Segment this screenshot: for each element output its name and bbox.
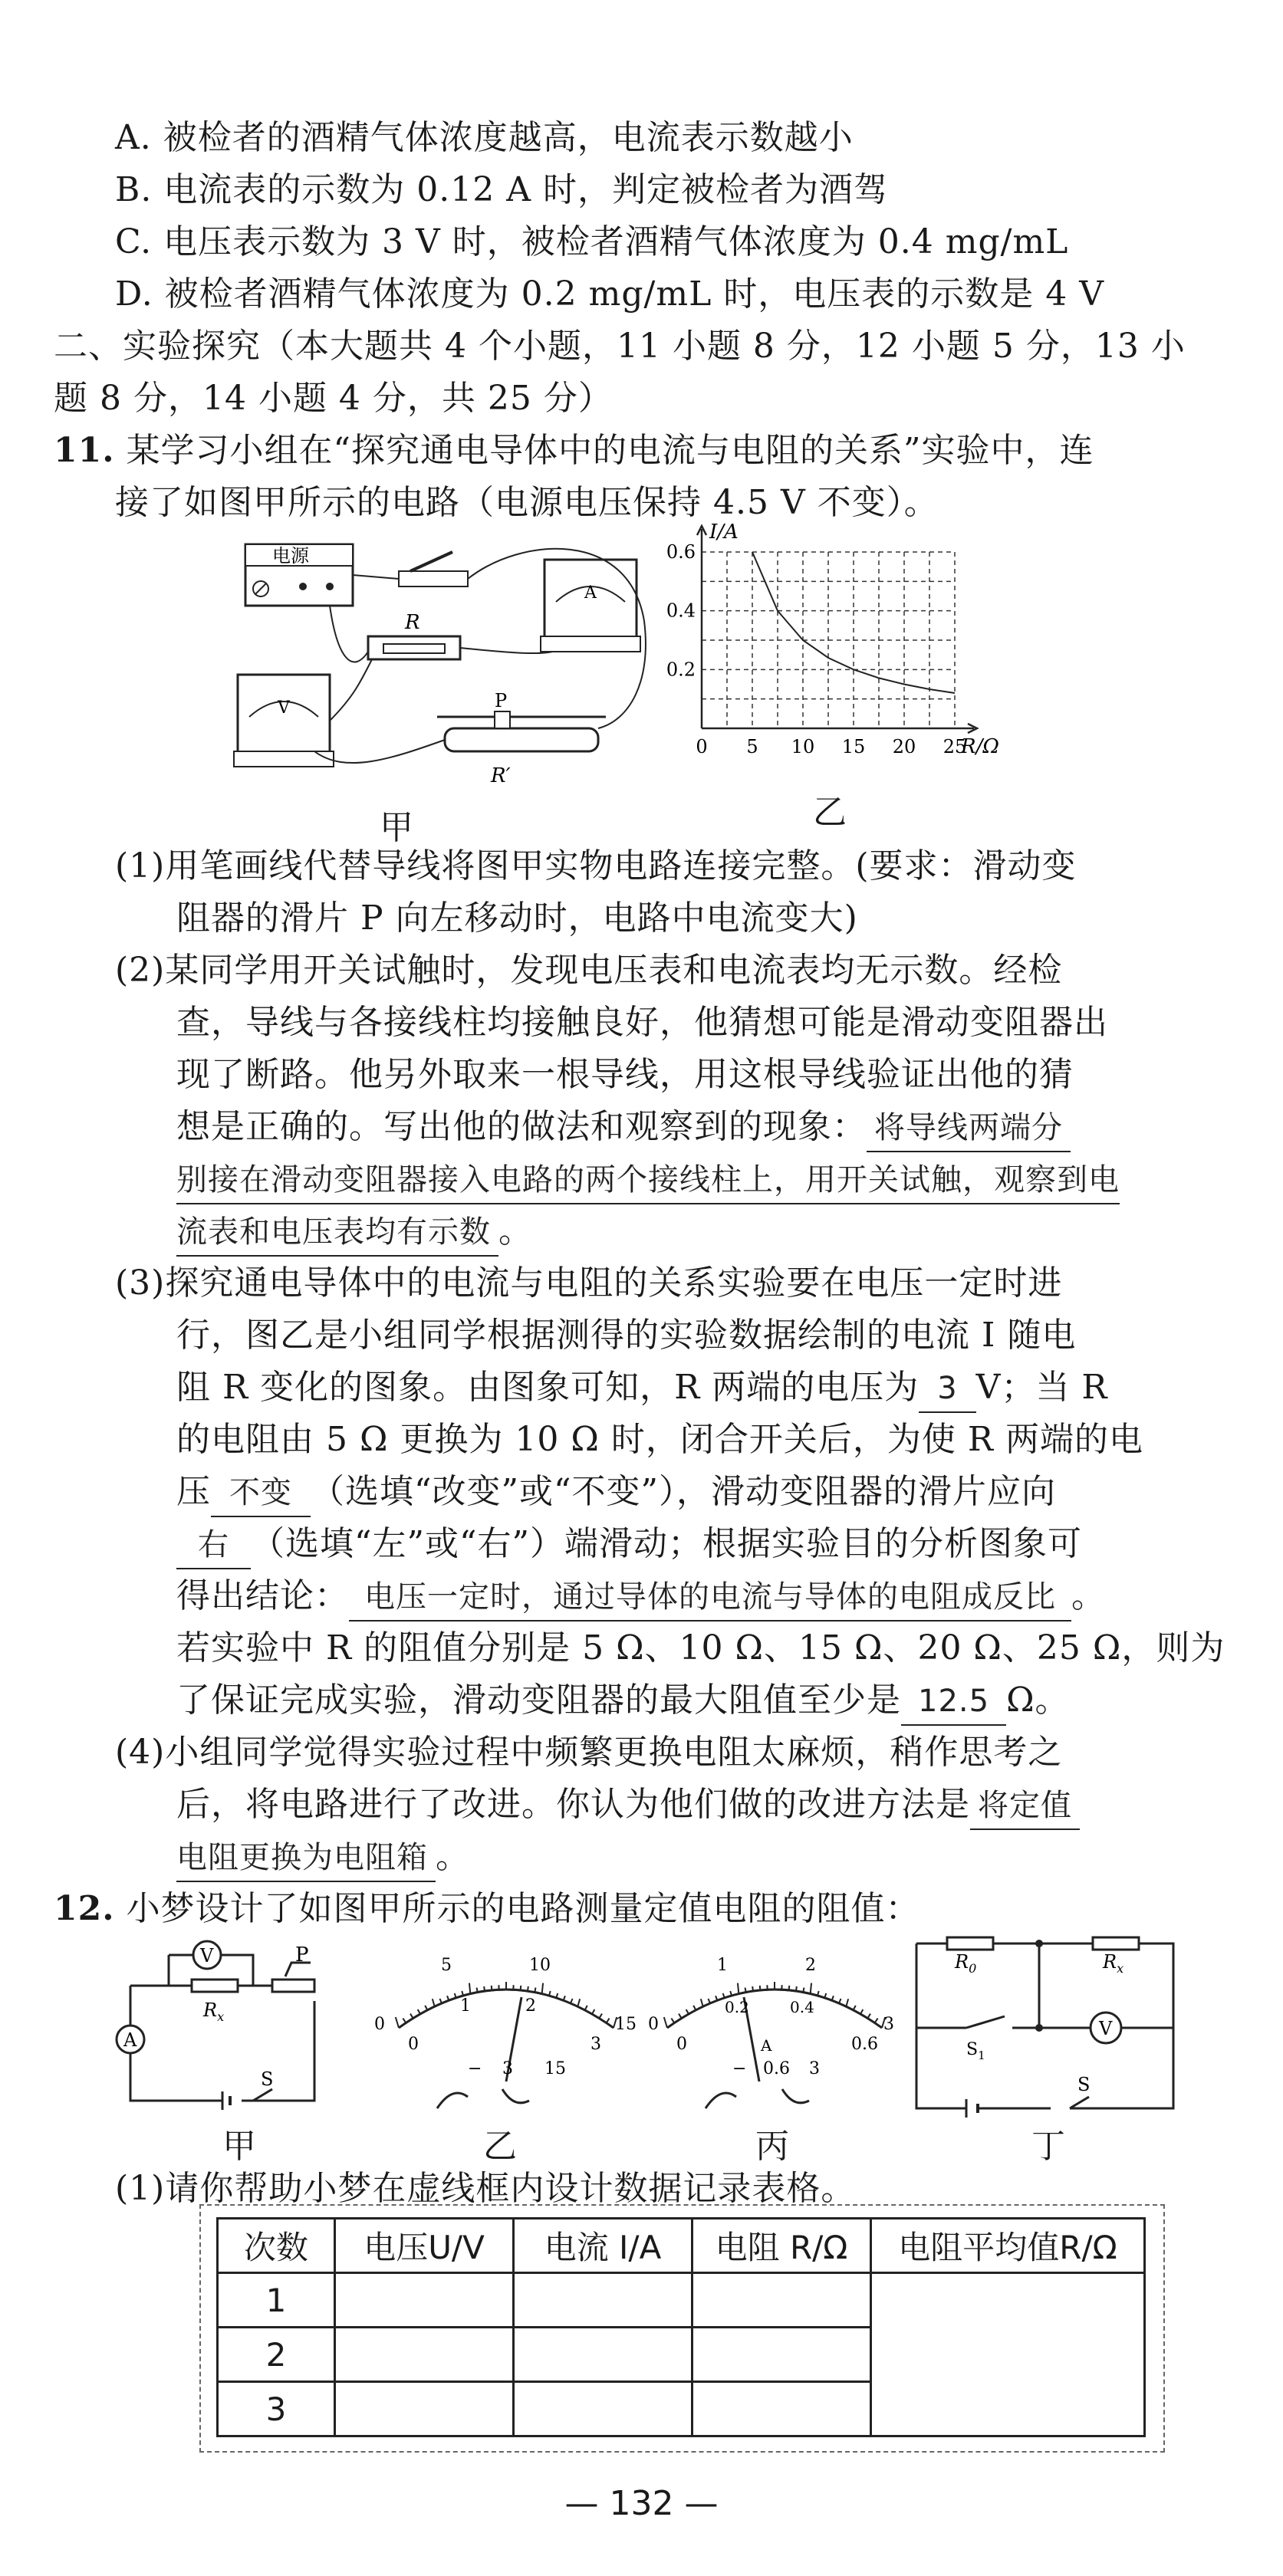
q11-yi-caption: 乙	[813, 793, 847, 832]
r-label: R	[405, 611, 420, 634]
option-a: A. 被检者的酒精气体浓度越高，电流表示数越小	[115, 118, 854, 157]
q11-p2-line2: 查，导线与各接线柱均接触良好，他猜想可能是滑动变阻器出	[176, 1003, 1108, 1042]
dial2-bottom-1: 0.2	[725, 1998, 749, 2016]
dial-tick	[803, 1988, 804, 1993]
q11-p3-line3-tail: V；当 R	[975, 1368, 1108, 1407]
q11-p3-line6-tail: （选填“左”或“右”）端滑动；根据实验目的分析图象可	[251, 1524, 1082, 1563]
table-header: 次数	[218, 2219, 335, 2273]
q11-stem-1	[54, 428, 1094, 474]
dial-tick	[585, 2006, 587, 2010]
dial-tick	[789, 1986, 790, 1990]
q11-p3-line4: 的电阻由 5 Ω 更换为 10 Ω 时，闭合开关后，为使 R 两端的电	[176, 1420, 1143, 1459]
table-cell	[335, 2382, 514, 2436]
q11-p2-line5	[176, 1156, 1120, 1204]
dial-tick	[752, 1986, 753, 1991]
dial-tick	[738, 1983, 739, 1994]
voltmeter-icon	[234, 675, 334, 767]
q11-p3-answer-voltage: 3	[919, 1365, 975, 1413]
data-table	[216, 2217, 1146, 2437]
dial1-bottom-3: 3	[591, 2035, 601, 2054]
q11-p2-line3: 现了断路。他另外取来一根导线，用这根导线验证出他的猜	[176, 1055, 1074, 1094]
dial-ticks	[396, 1982, 617, 2028]
dial-tick	[484, 1986, 485, 1991]
dial-tick	[410, 2014, 413, 2019]
chart-xlabel: R/Ω	[961, 735, 999, 758]
q11-p4-line2-text: 后，将电路进行了改进。你认为他们做的改进方法是	[176, 1785, 970, 1824]
dial1-bottom-2: 2	[525, 1996, 536, 2016]
dial1-top-0: 5	[441, 1956, 452, 1975]
dial2-mark: A	[761, 2036, 772, 2055]
chart-grid	[702, 552, 955, 728]
q11-stem-2: 接了如图甲所示的电路（电源电压保持 4.5 V 不变）。	[115, 483, 939, 522]
dial-tick	[832, 1996, 834, 2000]
q12-fig-ding	[905, 1913, 1189, 2120]
table-header: 电阻平均值R/Ω	[871, 2219, 1145, 2273]
dial1-top-1: 10	[529, 1956, 551, 1975]
rheostat-symbol-icon	[272, 1980, 314, 1992]
q11-p3-answer-direction: 右	[176, 1522, 251, 1569]
q11-p3-line9	[176, 1677, 1070, 1726]
q12-ding-r0: $R_0$	[955, 1951, 977, 1976]
dial-tick	[716, 1996, 717, 2000]
chart-x-tick-label: 10	[791, 736, 815, 757]
chart-x-tick-label: 0	[696, 736, 708, 757]
dial1-term-3: 3	[502, 2059, 513, 2078]
dial-tick	[708, 1999, 710, 2003]
q12-ding-s: S	[1077, 2074, 1091, 2095]
q12-ding-rx: $R_x$	[1103, 1951, 1124, 1976]
dial-tick	[433, 1999, 435, 2006]
q12-jia-caption: 甲	[222, 2127, 257, 2166]
q11-p3-line9-head: 了保证完成实验，滑动变阻器的最大阻值至少是	[176, 1681, 901, 1720]
chart-y-tick-label: 0.6	[666, 541, 696, 563]
q11-number: 11.	[54, 431, 115, 470]
voltmeter-label: V	[278, 698, 290, 718]
dial-tick	[607, 2019, 610, 2023]
q12-ding-caption: 丁	[1031, 2127, 1066, 2166]
q11-p2-line4-text: 想是正确的。写出他的做法和观察到的现象：	[176, 1107, 867, 1146]
section-heading	[54, 324, 1186, 370]
table-header: 电压U/V	[335, 2219, 514, 2273]
q11-p3-line6	[176, 1521, 1082, 1569]
dial2-bottom-3: 0.6	[851, 2035, 878, 2054]
ammeter-label: A	[584, 583, 597, 603]
dial-tick	[875, 2019, 878, 2023]
table-cell	[514, 2273, 692, 2328]
q12-number: 12.	[54, 1889, 115, 1928]
dial1-bottom-0: 0	[408, 2035, 419, 2054]
table-cell: 1	[218, 2273, 335, 2328]
dial-tick	[439, 1999, 442, 2003]
q11-p3-line9-tail: Ω。	[1006, 1681, 1070, 1720]
r0-resistor-icon	[947, 1937, 993, 1950]
dial2-top-0: 1	[717, 1956, 728, 1975]
q12-fig-jia	[107, 1940, 368, 2116]
dial-tick	[577, 1999, 580, 2006]
table-cell	[514, 2328, 692, 2382]
dial-tick	[860, 2009, 863, 2014]
section-line1: 二、实验探究（本大题共 4 个小题，11 小题 8 分，12 小题 5 分，13 小	[54, 327, 1186, 366]
section-heading-2: 题 8 分，14 小题 4 分，共 25 分）	[54, 379, 613, 418]
q11-p2-answer-2: 别接在滑动变阻器接入电路的两个接线柱上，用开关试触，观察到电	[176, 1157, 1120, 1204]
dial-tick	[745, 1988, 746, 1993]
q11-stem-text: 某学习小组在“探究通电导体中的电流与电阻的关系”实验中，连	[126, 431, 1094, 470]
dial-tick	[477, 1988, 478, 1993]
ammeter-icon	[541, 560, 640, 652]
answer-box	[199, 2204, 1165, 2453]
option-b: B. 电流表的示数为 0.12 A 时，判定被检者为酒驾	[115, 170, 889, 209]
q11-p3-line7-head: 得出结论：	[176, 1576, 349, 1615]
q11-fig-jia	[230, 529, 660, 805]
table-row	[218, 2273, 1145, 2328]
dial-tick	[564, 1996, 565, 2000]
table-header: 电流 I/A	[514, 2219, 692, 2273]
dial-tick	[701, 1999, 703, 2006]
dial-tick	[542, 1983, 543, 1994]
q11-jia-caption: 甲	[380, 808, 414, 847]
dial-tick	[839, 1999, 841, 2003]
dial1-term-neg: −	[468, 2059, 482, 2078]
resistor-icon	[368, 636, 460, 659]
table-cell	[514, 2382, 692, 2436]
option-d: D. 被检者酒精气体浓度为 0.2 mg/mL 时，电压表的示数是 4 V	[115, 274, 1105, 314]
q11-p3-line3-text: 阻 R 变化的图象。由图象可知，R 两端的电压为	[176, 1368, 919, 1407]
dial1-bottom-1: 1	[460, 1996, 471, 2016]
dial-tick	[418, 2009, 420, 2014]
q11-p2-line4	[176, 1104, 1071, 1152]
q11-p3-answer-conclusion: 电压一定时，通过导体的电流与导体的电阻成反比	[349, 1574, 1071, 1622]
dial-tick	[854, 2006, 856, 2010]
chart-x-tick-label: 5	[746, 736, 758, 757]
switch-icon	[399, 552, 468, 586]
dial-tick	[592, 2009, 594, 2014]
q11-p4-answer-2: 电阻更换为电阻箱	[176, 1835, 436, 1882]
dial2-term-06: 0.6	[763, 2059, 790, 2078]
rheostat-label: R′	[491, 764, 511, 787]
q12-stem	[54, 1886, 920, 1932]
slider-p-label: P	[495, 690, 508, 711]
dial-tick	[425, 2006, 427, 2010]
table-header: 电阻 R/Ω	[692, 2219, 871, 2273]
dial1-top-end-0: 0	[374, 2015, 385, 2034]
table-cell	[335, 2273, 514, 2328]
dial1-top-end-1: 15	[615, 2015, 637, 2034]
dial-tick	[846, 1999, 848, 2006]
dial-tick	[679, 2014, 682, 2019]
q11-p3-answer-keep: 不变	[211, 1470, 311, 1517]
chart-axes	[697, 526, 977, 733]
rheostat-icon	[437, 711, 606, 751]
table-header-row	[218, 2219, 1145, 2273]
dial2-bottom-0: 0	[676, 2035, 687, 2054]
q11-fig-yi-chart	[660, 521, 1012, 782]
dial-tick	[447, 1996, 449, 2000]
dial-tick	[664, 2017, 667, 2028]
dial-tick	[403, 2019, 406, 2023]
chart-x-tick-label: 25	[943, 736, 967, 757]
dial2-bottom-2: 0.4	[790, 1998, 814, 2016]
table-cell	[335, 2328, 514, 2382]
dial1-term-15: 15	[544, 2059, 566, 2078]
q11-p3-line7-tail: 。	[1071, 1576, 1106, 1615]
q11-p2-end: 。	[498, 1211, 533, 1250]
q12-jia-s: S	[261, 2068, 274, 2090]
q11-p3-line7	[176, 1573, 1106, 1622]
dial-tick	[760, 1986, 761, 1990]
q11-p1-line2: 阻器的滑片 P 向左移动时，电路中电流变大)	[176, 899, 858, 938]
page-number: — 132 —	[564, 2484, 719, 2523]
dial-tick	[571, 1999, 573, 2003]
q12-p1: (1)请你帮助小梦在虚线框内设计数据记录表格。	[115, 2169, 856, 2208]
dial-tick	[693, 2006, 696, 2010]
dial-tick	[686, 2009, 689, 2014]
dial2-top-end-0: 0	[648, 2015, 659, 2034]
q12-jia-p: P	[295, 1944, 309, 1967]
chart-ylabel: I/A	[709, 521, 739, 544]
q11-p4-end: 。	[436, 1837, 470, 1876]
table-cell: 3	[218, 2382, 335, 2436]
q11-p3-line2: 行，图乙是小组同学根据测得的实验数据绘制的电流 I 随电	[176, 1316, 1077, 1355]
table-cell-average	[871, 2273, 1145, 2436]
dial-tick	[796, 1986, 797, 1991]
q11-p2-line6	[176, 1208, 533, 1257]
rx-resistor-icon	[192, 1980, 238, 1992]
q12-ding-s1: $S_1$	[966, 2040, 985, 2062]
table-cell	[692, 2382, 871, 2436]
q11-p3-line3	[176, 1365, 1108, 1413]
dial2-top-1: 2	[805, 1956, 816, 1975]
q11-p3-answer-resistance: 12.5	[901, 1678, 1006, 1726]
chart-y-tick-label: 0.2	[666, 659, 696, 681]
q12-ding-v: V	[1099, 2018, 1113, 2039]
table-cell	[692, 2273, 871, 2328]
dial2-term-3: 3	[809, 2059, 820, 2078]
table-cell: 2	[218, 2328, 335, 2382]
q12-yi-caption: 乙	[483, 2127, 518, 2166]
dial-ticks	[664, 1982, 885, 2028]
chart-x-tick-label: 15	[841, 736, 866, 757]
dial2-term-neg: −	[732, 2059, 747, 2078]
q11-p3-line8: 若实验中 R 的阻值分别是 5 Ω、10 Ω、15 Ω、20 Ω、25 Ω，则为	[176, 1628, 1225, 1668]
dial2-top-end-1: 3	[883, 2015, 894, 2034]
q12-bing-caption: 丙	[755, 2127, 790, 2166]
dial-tick	[671, 2019, 674, 2023]
q11-p4-line1: (4)小组同学觉得实验过程中频繁更换电阻太麻烦，稍作思考之	[115, 1733, 1063, 1772]
q11-p2-line1: (2)某同学用开关试触时，发现电压表和电流表均无示数。经检	[115, 951, 1063, 990]
q11-p3-line1: (3)探究通电导体中的电流与电阻的关系实验要在电压一定时进	[115, 1263, 1063, 1303]
q12-jia-v: V	[200, 1945, 214, 1967]
power-label: 电源	[272, 545, 309, 567]
rx-resistor-icon	[1093, 1937, 1139, 1950]
q11-p2-answer-3: 流表和电压表均有示数	[176, 1209, 498, 1257]
dial-tick	[867, 2014, 870, 2019]
q11-p3-line5-head: 压	[176, 1472, 211, 1511]
q11-p1-line1: (1)用笔画线代替导线将图甲实物电路连接完整。(要求：滑动变	[115, 846, 1077, 886]
dial-tick	[396, 2017, 399, 2028]
table-cell	[692, 2328, 871, 2382]
q11-p4-answer-1: 将定值	[970, 1783, 1080, 1830]
chart-y-tick-label: 0.4	[666, 600, 696, 622]
q12-fig-yi-dial	[368, 1936, 644, 2120]
q12-jia-rx: $R_x$	[203, 1999, 225, 2024]
q11-p4-line2	[176, 1782, 1080, 1830]
chart-x-tick-label: 20	[892, 736, 916, 757]
q12-fig-bing-dial	[644, 1936, 905, 2120]
q11-p3-line5	[176, 1469, 1056, 1517]
q12-jia-a: A	[123, 2029, 137, 2051]
option-c: C. 电压表示数为 3 V 时，被检者酒精气体浓度为 0.4 mg/mL	[115, 222, 1069, 261]
dial-tick	[599, 2014, 602, 2019]
q11-p2-answer-1: 将导线两端分	[867, 1105, 1071, 1152]
dial-tick	[469, 1983, 470, 1994]
q11-p3-line5-tail: （选填“改变”或“不变”），滑动变阻器的滑片应向	[311, 1472, 1056, 1511]
q11-p4-line3	[176, 1834, 470, 1882]
q12-stem-text: 小梦设计了如图甲所示的电路测量定值电阻的阻值：	[126, 1889, 920, 1928]
